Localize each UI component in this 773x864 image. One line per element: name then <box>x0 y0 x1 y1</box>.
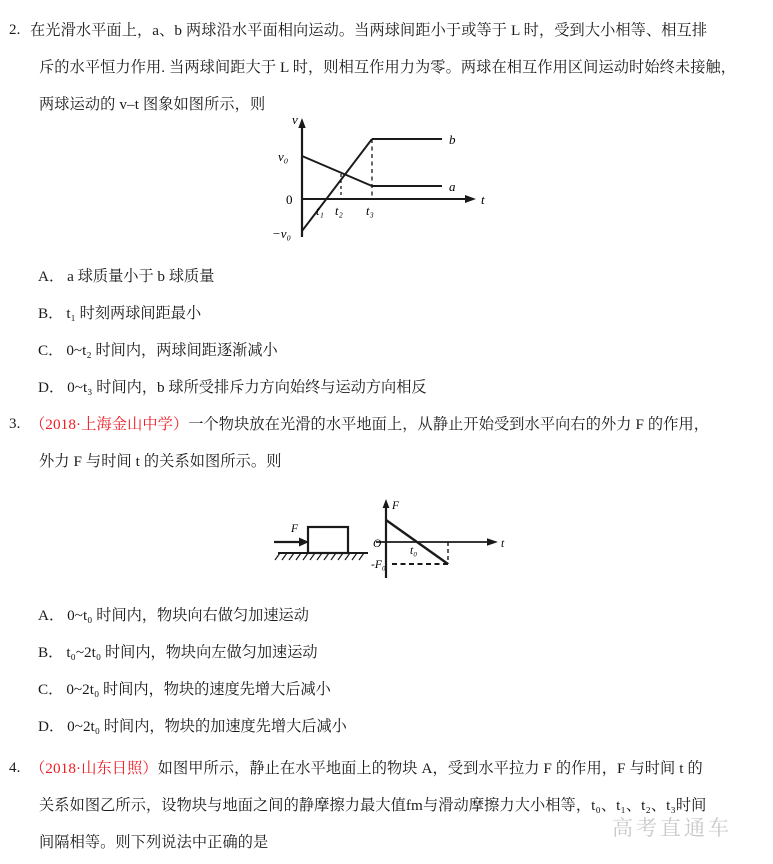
option-b-text: t₁ 时刻两球间距最小 <box>66 305 202 322</box>
question-3-number: 3. <box>9 416 21 432</box>
question-2-option-d[interactable] <box>0 369 773 406</box>
question-2-text-line-2: 斥的水平恒力作用. 当两球间距大于 L 时，则相互作用力为零。两球在相互作用区间运动时始终未接触， <box>39 59 737 76</box>
question-2-options <box>0 258 773 406</box>
question-2-text-line-3: 两球运动的 v–t 图象如图所示，则 <box>39 96 266 113</box>
question-3-option-a[interactable] <box>0 597 773 634</box>
question-3 <box>0 406 773 480</box>
block-rect <box>308 527 348 553</box>
vt-curve-label-a: a <box>449 179 456 194</box>
vt-x-tick-t1: t₁ <box>316 204 324 218</box>
vt-curve-a-falling <box>302 156 372 186</box>
question-3-option-c[interactable] <box>0 671 773 708</box>
question-3-text-line-2: 外力 F 与时间 t 的关系如图所示。则 <box>39 453 282 470</box>
vt-y-tick-negative: −v₀ <box>272 226 292 241</box>
question-2-text-line-1: 在光滑水平面上，a、b 两球沿水平面相向运动。当两球间距小于或等于 L 时，受到大小相等、相互排 <box>30 22 708 39</box>
option-d-text: 0~t₃ 时间内，b 球所受排斥力方向始终与运动方向相反 <box>67 379 427 396</box>
option-a-key: A． <box>38 607 65 624</box>
v-t-graph-svg <box>272 112 492 247</box>
vt-x-axis-arrow <box>465 195 476 203</box>
option-c-key: C． <box>38 681 64 698</box>
ft-origin-label: O <box>373 538 382 550</box>
question-3-body-1: 一个物块放在光滑的水平地面上，从静止开始受到水平向右的外力 F 的作用， <box>188 416 710 433</box>
question-3-figure-svg <box>268 496 518 586</box>
question-2-option-a[interactable] <box>0 258 773 295</box>
question-2 <box>0 12 773 123</box>
option-d-text: 0~2t₀ 时间内，物块的加速度先增大后减小 <box>67 718 347 735</box>
option-d-key: D． <box>38 379 65 396</box>
question-3-option-b[interactable] <box>0 634 773 671</box>
option-c-text: 0~t₂ 时间内，两球间距逐渐减小 <box>66 342 278 359</box>
question-4 <box>0 750 773 861</box>
question-2-option-b[interactable] <box>0 295 773 332</box>
option-a-key: A． <box>38 268 65 285</box>
ft-x-axis-label: t <box>501 538 505 550</box>
question-2-option-c[interactable] <box>0 332 773 369</box>
ft-y-axis-label: F <box>392 500 400 512</box>
ft-y-axis-arrow <box>383 499 390 508</box>
question-4-source: （2018·山东日照） <box>30 760 158 777</box>
vt-x-tick-t3: t₃ <box>366 204 374 218</box>
question-4-body-1: 如图甲所示，静止在水平地面上的物块 A，受到水平拉力 F 的作用，F 与时间 t 的 <box>157 760 703 777</box>
v-t-graph-figure <box>272 112 492 247</box>
question-3-source: （2018·上海金山中学） <box>30 416 189 433</box>
question-4-text-line-1 <box>30 750 773 787</box>
question-2-line-2-row <box>0 49 773 86</box>
option-b-key: B． <box>38 644 64 661</box>
option-b-key: B． <box>38 305 64 322</box>
watermark: 高考直通车 <box>612 817 732 840</box>
question-3-first-line <box>0 406 773 443</box>
vt-y-axis-label: v <box>292 112 298 127</box>
question-2-first-line <box>0 12 773 49</box>
vt-curve-label-b: b <box>449 132 456 147</box>
vt-y-tick-positive: v₀ <box>278 149 289 164</box>
ft-x-tick-t0: t₀ <box>410 545 418 557</box>
vt-x-axis-label: t <box>481 192 485 207</box>
question-3-text-line-1 <box>30 406 773 443</box>
question-3-options <box>0 597 773 745</box>
question-3-line-2-row <box>0 443 773 480</box>
vt-y-axis-arrow <box>298 118 305 128</box>
option-c-text: 0~2t₀ 时间内，物块的速度先增大后减小 <box>66 681 331 698</box>
question-4-text-line-3: 间隔相等。则下列说法中正确的是 <box>39 834 269 851</box>
vt-x-tick-t2: t₂ <box>335 204 343 218</box>
option-b-text: t₀~2t₀ 时间内，物块向左做匀加速运动 <box>66 644 318 661</box>
option-d-key: D． <box>38 718 65 735</box>
option-c-key: C． <box>38 342 64 359</box>
question-3-figure-group <box>268 496 518 586</box>
ft-y-tick-negative: -F₀ <box>371 559 386 571</box>
question-3-option-d[interactable] <box>0 708 773 745</box>
question-4-text-line-2: 关系如图乙所示，设物块与地面之间的静摩擦力最大值fm与滑动摩擦力大小相等，t₀、t₁、t₂、t₃时间 <box>39 797 707 814</box>
option-a-text: 0~t₀ 时间内，物块向右做匀加速运动 <box>67 607 309 624</box>
question-4-first-line <box>0 750 773 787</box>
question-2-number: 2. <box>9 22 21 38</box>
vt-origin-label: 0 <box>286 192 293 207</box>
question-4-number: 4. <box>9 760 21 776</box>
ft-x-axis-arrow <box>487 538 498 546</box>
force-label: F <box>291 523 299 535</box>
option-a-text: a 球质量小于 b 球质量 <box>67 268 215 285</box>
